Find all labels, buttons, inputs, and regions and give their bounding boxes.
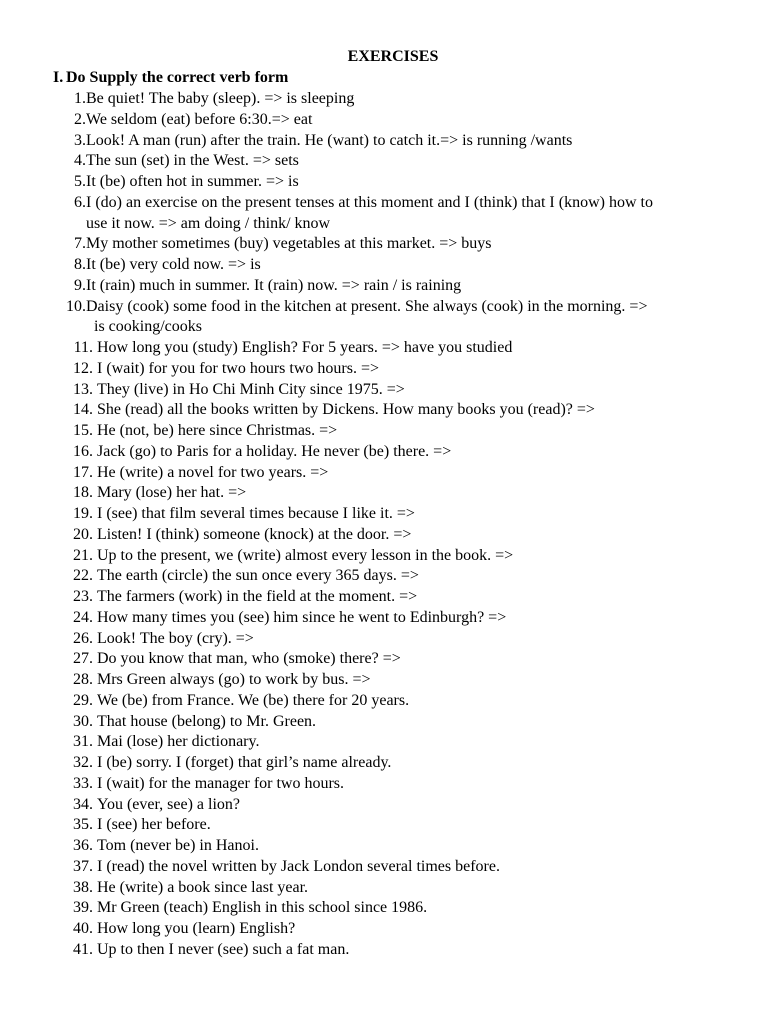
list-item: [0, 732, 768, 753]
list-item: [0, 525, 768, 546]
item-number: 27.: [73, 650, 93, 668]
item-text: Mary (lose) her hat. =>: [97, 484, 247, 502]
item-number: 7.: [74, 235, 86, 253]
item-text: I (wait) for you for two hours two hours. =>: [97, 359, 379, 377]
item-text: They (live) in Ho Chi Minh City since 1975. =>: [97, 380, 405, 398]
list-item: [0, 815, 768, 836]
item-text: Look! A man (run) after the train. He (want) to catch it.=> is running /wants: [86, 131, 573, 149]
item-number: 33.: [73, 774, 93, 792]
list-item: [0, 795, 768, 816]
list-item: [0, 898, 768, 919]
list-item: [0, 857, 768, 878]
list-item: [0, 234, 768, 255]
list-item: [0, 670, 768, 691]
item-number: 13.: [73, 380, 93, 398]
item-text: Daisy (cook) some food in the kitchen at present. She always (cook) in the morning. =>: [86, 297, 648, 315]
item-text: Be quiet! The baby (sleep). => is sleeping: [86, 90, 355, 107]
item-number: 41.: [73, 940, 93, 958]
item-text: I (wait) for the manager for two hours.: [97, 774, 345, 792]
item-text: It (be) often hot in summer. => is: [86, 173, 299, 190]
list-item: [0, 463, 768, 484]
item-number: 30.: [73, 712, 93, 730]
list-item: [0, 442, 768, 463]
item-number: 22.: [73, 567, 93, 585]
list-item: [0, 172, 768, 193]
item-text: I (do) an exercise on the present tenses at this moment and I (think) that I (know) how to: [86, 193, 653, 211]
item-text-continued: use it now. => am doing / think/ know: [86, 214, 331, 232]
item-text: We (be) from France. We (be) there for 20 years.: [97, 691, 410, 709]
item-number: 3.: [74, 131, 86, 149]
item-number: 5.: [74, 173, 86, 190]
list-item: [0, 380, 768, 401]
item-number: 10.: [66, 297, 86, 315]
item-number: 21.: [73, 546, 93, 564]
list-item: [0, 151, 768, 172]
list-item: [0, 338, 768, 359]
item-number: 35.: [73, 816, 93, 834]
item-number: 37.: [73, 857, 93, 875]
list-item: [0, 629, 768, 650]
list-item: [0, 131, 768, 152]
item-text: How long you (study) English? For 5 years. => have you studied: [97, 339, 513, 356]
item-number: 40.: [73, 920, 93, 937]
item-number: 2.: [74, 110, 86, 128]
item-number: 23.: [73, 588, 93, 605]
item-text: You (ever, see) a lion?: [97, 795, 241, 813]
list-item: [0, 483, 768, 504]
list-item: [0, 110, 768, 131]
item-number: 39.: [73, 899, 93, 917]
list-item: [0, 89, 768, 110]
item-text: How many times you (see) him since he went to Edinburgh? =>: [97, 608, 507, 626]
item-text: That house (belong) to Mr. Green.: [97, 712, 317, 730]
list-item: [0, 753, 768, 774]
item-text: I (be) sorry. I (forget) that girl’s name already.: [97, 754, 392, 771]
item-number: 34.: [73, 795, 93, 813]
item-number: 12.: [73, 359, 93, 377]
item-number: 9.: [74, 276, 86, 294]
item-text: I (see) her before.: [97, 816, 211, 834]
list-item: [0, 400, 768, 421]
item-number: 15.: [73, 422, 93, 439]
item-number: 18.: [73, 484, 93, 502]
item-text: My mother sometimes (buy) vegetables at this market. => buys: [86, 235, 492, 253]
item-text: Mr Green (teach) English in this school since 1986.: [97, 899, 428, 917]
item-number: 20.: [73, 525, 93, 543]
list-item: [0, 878, 768, 899]
item-number: 16.: [73, 442, 93, 460]
item-text: Listen! I (think) someone (knock) at the door. =>: [97, 525, 412, 543]
item-text: Up to then I never (see) such a fat man.: [97, 940, 350, 958]
item-text: He (write) a book since last year.: [97, 878, 309, 896]
list-item: [0, 255, 768, 276]
list-item: [0, 566, 768, 587]
item-text: We seldom (eat) before 6:30.=> eat: [86, 110, 313, 128]
item-number: 14.: [73, 401, 93, 419]
item-text: Mrs Green always (go) to work by bus. =>: [97, 671, 371, 688]
item-text: The sun (set) in the West. => sets: [86, 152, 299, 170]
item-text-continued: is cooking/cooks: [94, 318, 202, 336]
item-text: Tom (never be) in Hanoi.: [97, 837, 259, 854]
list-item: [0, 712, 768, 733]
list-item: [0, 919, 768, 940]
item-number: 32.: [73, 754, 93, 771]
item-number: 4.: [74, 152, 86, 170]
list-item: [0, 504, 768, 525]
item-text: It (be) very cold now. => is: [86, 256, 261, 273]
item-text: Up to the present, we (write) almost every lesson in the book. =>: [97, 546, 514, 564]
section-title: Do Supply the correct verb form: [66, 69, 289, 86]
item-text: Look! The boy (cry). =>: [97, 629, 254, 647]
item-text: I (read) the novel written by Jack London several times before.: [97, 857, 500, 875]
item-number: 1.: [74, 90, 86, 107]
list-item: [0, 276, 768, 297]
item-number: 17.: [73, 463, 93, 481]
item-text: Do you know that man, who (smoke) there? =>: [97, 650, 401, 668]
item-text: How long you (learn) English?: [97, 920, 296, 937]
item-number: 38.: [73, 878, 93, 896]
list-item: [0, 421, 768, 442]
item-number: 28.: [73, 671, 93, 688]
item-number: 29.: [73, 691, 93, 709]
item-text: He (not, be) here since Christmas. =>: [97, 422, 338, 439]
list-item: [0, 774, 768, 795]
item-number: 36.: [73, 837, 93, 854]
item-text: She (read) all the books written by Dickens. How many books you (read)? =>: [97, 401, 595, 419]
list-item: [0, 587, 768, 608]
item-number: 31.: [73, 733, 93, 751]
item-number: 11.: [73, 339, 93, 356]
list-item: [0, 193, 768, 235]
item-number: 19.: [73, 505, 93, 522]
exercise-list: [0, 89, 768, 961]
item-text: He (write) a novel for two years. =>: [97, 463, 329, 481]
item-text: Mai (lose) her dictionary.: [97, 733, 260, 751]
item-number: 6.: [74, 193, 86, 211]
section-heading: [53, 68, 288, 88]
page-title: EXERCISES: [347, 48, 439, 65]
item-text: I (see) that film several times because I like it. =>: [97, 505, 415, 522]
list-item: [0, 836, 768, 857]
list-item: [0, 297, 768, 339]
item-text: The farmers (work) in the field at the moment. =>: [97, 588, 418, 605]
list-item: [0, 649, 768, 670]
list-item: [0, 940, 768, 961]
item-text: The earth (circle) the sun once every 365 days. =>: [97, 567, 419, 585]
list-item: [0, 691, 768, 712]
item-number: 24.: [73, 608, 93, 626]
item-text: It (rain) much in summer. It (rain) now. => rain / is raining: [86, 276, 462, 294]
section-number: I.: [53, 69, 64, 86]
list-item: [0, 608, 768, 629]
item-text: Jack (go) to Paris for a holiday. He never (be) there. =>: [97, 442, 452, 460]
item-number: 26.: [73, 629, 93, 647]
list-item: [0, 359, 768, 380]
list-item: [0, 546, 768, 567]
item-number: 8.: [74, 256, 86, 273]
